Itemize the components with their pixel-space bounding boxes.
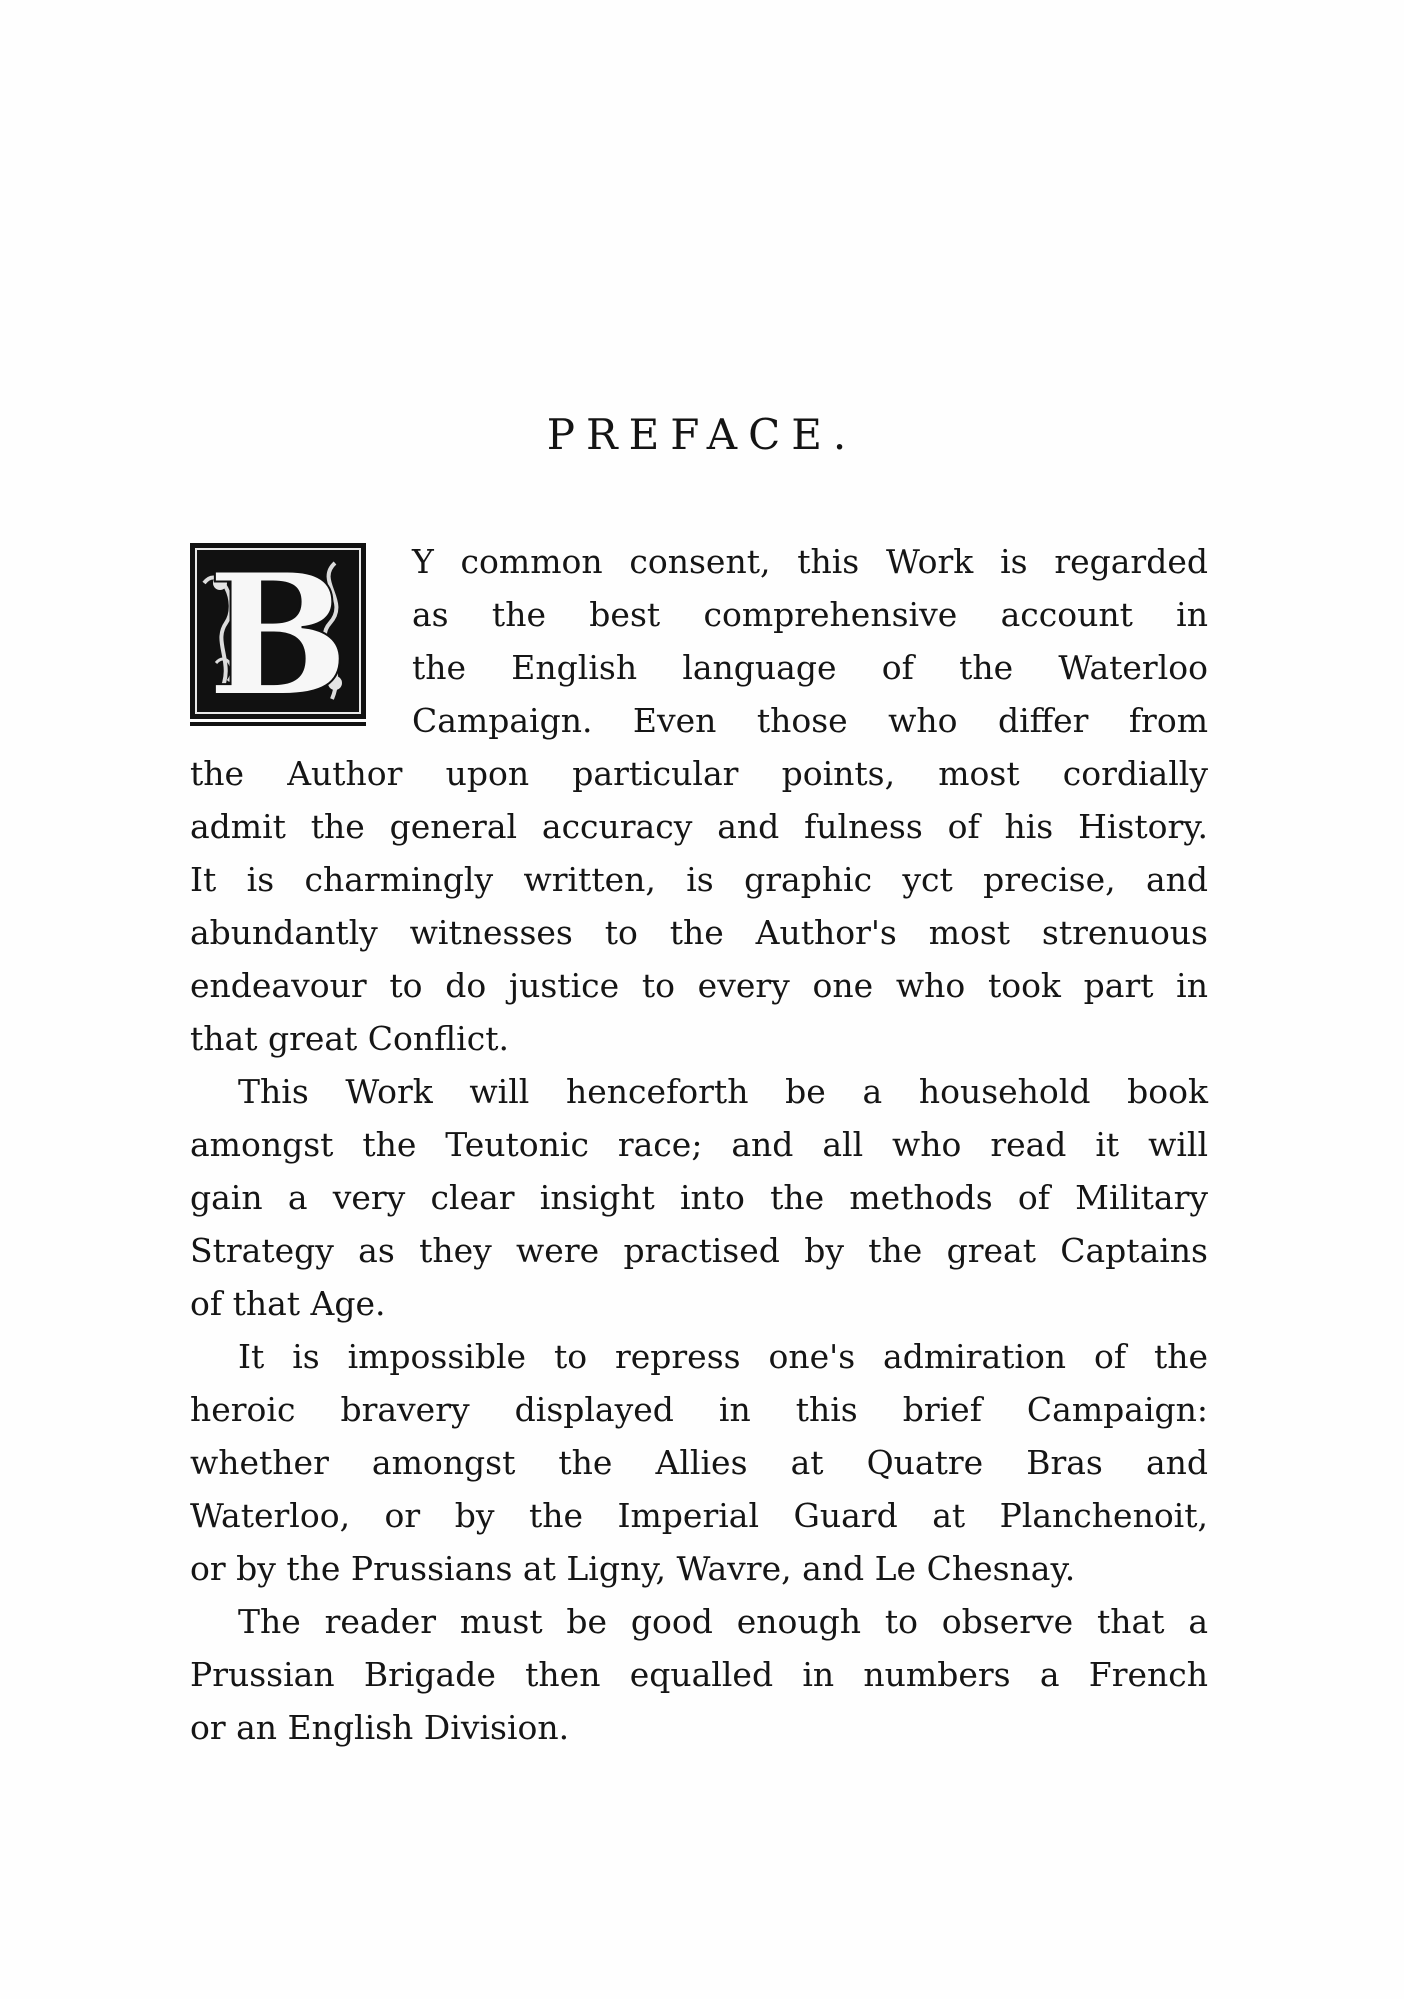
paragraph-1-line-1: Y common consent, this Work is regarded (412, 542, 1208, 581)
paragraph-2-line-1: This Work will henceforth be a household book (238, 1072, 1208, 1111)
paragraph-3-line-5: or by the Prussians at Ligny, Wavre, and Le Chesnay. (190, 1549, 1076, 1588)
paragraph-1-line-5: the Author upon particular points, most cordially (190, 754, 1208, 793)
paragraph-2-line-4: Strategy as they were practised by the great Captains (190, 1231, 1208, 1270)
paragraph-3-line-2: heroic bravery displayed in this brief Campaign: (190, 1390, 1208, 1429)
paragraph-2-line-3: gain a very clear insight into the methods of Military (190, 1178, 1208, 1217)
paragraph-3-line-1: It is impossible to repress one's admiration of the (238, 1337, 1208, 1376)
preface-text (190, 535, 1208, 1754)
paragraph-4-line-1: The reader must be good enough to observe that a (238, 1602, 1208, 1641)
paragraph-1-line-2: as the best comprehensive account in (412, 595, 1208, 634)
paragraph-1-line-3: the English language of the Waterloo (412, 648, 1208, 687)
paragraph-1-line-6: admit the general accuracy and fulness of his History. (190, 807, 1208, 846)
paragraph-1-line-7: It is charmingly written, is graphic yct precise, and (190, 860, 1208, 899)
paragraph-1-line-8: abundantly witnesses to the Author's most strenuous (190, 913, 1208, 952)
paragraph-2-line-2: amongst the Teutonic race; and all who read it will (190, 1125, 1208, 1164)
drop-cap-letter: B (207, 543, 349, 719)
paragraph-3-line-3: whether amongst the Allies at Quatre Bras and (190, 1443, 1208, 1482)
page-title: PREFACE. (546, 410, 858, 459)
paragraph-3-line-4: Waterloo, or by the Imperial Guard at Planchenoit, (190, 1496, 1208, 1535)
paragraph-4-line-3: or an English Division. (190, 1708, 570, 1747)
paragraph-4-line-2: Prussian Brigade then equalled in numbers a French (190, 1655, 1208, 1694)
paragraph-1-line-9: endeavour to do justice to every one who took part in (190, 966, 1208, 1005)
paragraph-1-line-10: that great Conflict. (190, 1019, 509, 1058)
paragraph-1-line-4: Campaign. Even those who differ from (412, 701, 1208, 740)
paragraph-2-line-5: of that Age. (190, 1284, 386, 1323)
